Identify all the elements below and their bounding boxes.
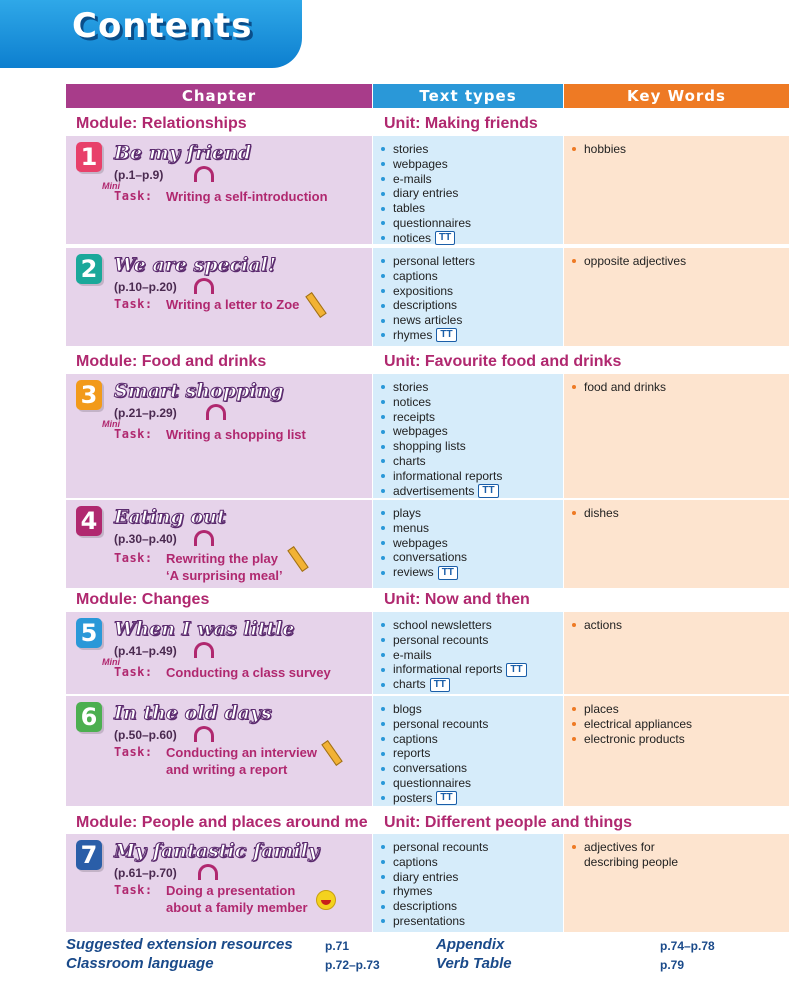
text-types-list bbox=[373, 834, 563, 929]
footer-classroom[interactable]: Classroom language bbox=[66, 955, 214, 972]
text-type-label: e-mails bbox=[393, 647, 432, 662]
bullet-icon bbox=[572, 385, 576, 389]
text-type-label: notices bbox=[393, 394, 432, 409]
key-words-cell bbox=[564, 500, 789, 590]
chapter-number: 2 bbox=[76, 254, 102, 284]
text-type-item bbox=[381, 298, 563, 313]
key-words-list bbox=[564, 696, 789, 746]
text-type-label: charts bbox=[393, 677, 426, 692]
text-type-label: stories bbox=[393, 142, 429, 156]
bullet-icon bbox=[381, 752, 385, 756]
text-type-item bbox=[381, 328, 563, 343]
headphones-icon bbox=[194, 726, 214, 742]
bullet-icon bbox=[381, 571, 385, 575]
task-text: Writing a letter to Zoe bbox=[166, 297, 300, 312]
task-label: Task: bbox=[114, 189, 153, 203]
chapter-pages: (p.61–p.70) bbox=[114, 866, 177, 880]
chapter-pages: (p.50–p.60) bbox=[114, 728, 177, 742]
text-type-item bbox=[381, 855, 563, 870]
bullet-icon bbox=[381, 767, 385, 771]
tt-badge[interactable]: TT bbox=[436, 791, 456, 805]
bullet-icon bbox=[381, 638, 385, 642]
bullet-icon bbox=[572, 147, 576, 151]
text-type-item bbox=[381, 870, 563, 885]
key-words-cell bbox=[564, 248, 789, 348]
chapter-title: We are special! bbox=[114, 254, 277, 276]
text-types-list bbox=[373, 248, 563, 343]
key-word-label: opposite adjectives bbox=[584, 254, 687, 268]
tt-badge[interactable]: TT bbox=[506, 663, 526, 677]
chapter-cell[interactable] bbox=[66, 374, 372, 500]
chapter-title: Smart shopping bbox=[114, 380, 284, 402]
text-type-label: diary entries bbox=[393, 186, 459, 201]
bullet-icon bbox=[381, 177, 385, 181]
key-words-list bbox=[564, 374, 789, 395]
text-type-label: school newsletters bbox=[393, 618, 492, 632]
key-word-item-cont bbox=[572, 855, 789, 870]
text-types-list bbox=[373, 136, 563, 246]
key-word-label: describing people bbox=[584, 854, 679, 869]
chapter-cell[interactable] bbox=[66, 136, 372, 246]
key-words-list bbox=[564, 136, 789, 157]
text-type-label: questionnaires bbox=[393, 215, 472, 230]
bullet-icon bbox=[381, 845, 385, 849]
bullet-icon bbox=[381, 474, 385, 478]
chapter-title: Eating out bbox=[114, 506, 226, 528]
text-type-label: captions bbox=[393, 268, 438, 283]
text-type-label: e-mails bbox=[393, 171, 432, 186]
text-type-item bbox=[381, 484, 563, 499]
text-type-item bbox=[381, 454, 563, 469]
mini-label: Mini bbox=[102, 181, 120, 191]
chapter-pages: (p.10–p.20) bbox=[114, 280, 177, 294]
key-words-list bbox=[564, 612, 789, 633]
bullet-icon bbox=[381, 737, 385, 741]
text-type-label: informational reports bbox=[393, 468, 503, 483]
module-title: Module: Changes bbox=[76, 591, 210, 608]
text-type-label: presentations bbox=[393, 913, 466, 928]
task-text: Conducting an interview bbox=[166, 745, 317, 760]
key-word-item bbox=[572, 506, 789, 521]
text-type-item bbox=[381, 439, 563, 454]
bullet-icon bbox=[381, 162, 385, 166]
text-type-item bbox=[381, 746, 563, 761]
headphones-icon bbox=[206, 404, 226, 420]
text-type-label: personal recounts bbox=[393, 840, 489, 854]
text-type-label: conversations bbox=[393, 761, 468, 776]
footer-verb-pages: p.79 bbox=[660, 958, 685, 972]
bullet-icon bbox=[381, 556, 385, 560]
text-type-item bbox=[381, 840, 563, 855]
text-type-item bbox=[381, 791, 563, 806]
text-type-item bbox=[381, 550, 563, 565]
text-type-item bbox=[381, 254, 563, 269]
pencil-icon bbox=[305, 292, 326, 318]
bullet-icon bbox=[381, 236, 385, 240]
chapter-cell[interactable] bbox=[66, 500, 372, 590]
bullet-icon bbox=[381, 781, 385, 785]
bullet-icon bbox=[381, 707, 385, 711]
chapter-number: 4 bbox=[76, 506, 102, 536]
task-text: Writing a shopping list bbox=[166, 427, 306, 442]
text-type-item bbox=[381, 172, 563, 187]
bullet-icon bbox=[381, 890, 385, 894]
key-words-cell bbox=[564, 834, 789, 934]
page-title: Contents bbox=[72, 6, 253, 46]
key-word-label: hobbies bbox=[584, 142, 627, 156]
task-label: Task: bbox=[114, 665, 153, 679]
task-text: Rewriting the play bbox=[166, 551, 278, 566]
text-type-item bbox=[381, 662, 563, 677]
header-chapter: Chapter bbox=[66, 84, 372, 108]
text-type-label: reviews bbox=[393, 565, 434, 580]
text-types-cell bbox=[373, 500, 563, 590]
bullet-icon bbox=[381, 385, 385, 389]
task-text: Doing a presentation bbox=[166, 883, 296, 898]
tt-badge[interactable]: TT bbox=[478, 484, 498, 498]
headphones-icon bbox=[198, 864, 218, 880]
text-type-label: notices bbox=[393, 230, 432, 245]
key-words-list bbox=[564, 248, 789, 269]
text-type-item bbox=[381, 884, 563, 899]
bullet-icon bbox=[381, 147, 385, 151]
text-type-item bbox=[381, 142, 563, 157]
bullet-icon bbox=[572, 737, 576, 741]
text-type-label: personal recounts bbox=[393, 716, 489, 731]
bullet-icon bbox=[381, 415, 385, 419]
tt-badge[interactable]: TT bbox=[435, 231, 455, 245]
text-type-label: diary entries bbox=[393, 869, 459, 884]
bullet-icon bbox=[381, 274, 385, 278]
footer-appendix[interactable]: Appendix bbox=[436, 936, 505, 953]
text-types-cell bbox=[373, 834, 563, 934]
key-word-label: places bbox=[584, 702, 619, 716]
key-word-item bbox=[572, 702, 789, 717]
text-type-item bbox=[381, 395, 563, 410]
text-type-label: rhymes bbox=[393, 884, 433, 899]
key-word-item bbox=[572, 254, 789, 269]
tt-badge[interactable]: TT bbox=[430, 678, 450, 692]
text-type-item bbox=[381, 536, 563, 551]
key-words-cell bbox=[564, 696, 789, 808]
header-text-types: Text types bbox=[373, 84, 563, 108]
text-type-item bbox=[381, 732, 563, 747]
text-type-label: tables bbox=[393, 201, 426, 216]
pencil-icon bbox=[287, 546, 308, 572]
text-type-label: captions bbox=[393, 731, 438, 746]
unit-title: Unit: Now and then bbox=[384, 591, 530, 608]
bullet-icon bbox=[381, 430, 385, 434]
text-type-label: personal recounts bbox=[393, 632, 489, 647]
text-type-label: expositions bbox=[393, 283, 454, 298]
headphones-icon bbox=[194, 530, 214, 546]
key-words-cell bbox=[564, 136, 789, 246]
key-word-label: electrical appliances bbox=[584, 716, 693, 731]
bullet-icon bbox=[381, 400, 385, 404]
bullet-icon bbox=[381, 333, 385, 337]
text-type-label: menus bbox=[393, 520, 430, 535]
mini-label: Mini bbox=[102, 419, 120, 429]
chapter-number: 1 bbox=[76, 142, 102, 172]
key-word-label: adjectives for bbox=[584, 840, 655, 854]
footer-verb-table[interactable]: Verb Table bbox=[436, 955, 512, 972]
text-type-item bbox=[381, 216, 563, 231]
bullet-icon bbox=[381, 289, 385, 293]
bullet-icon bbox=[572, 707, 576, 711]
bullet-icon bbox=[381, 683, 385, 687]
bullet-icon bbox=[381, 526, 385, 530]
text-types-cell bbox=[373, 374, 563, 500]
task-label: Task: bbox=[114, 551, 153, 565]
text-type-label: posters bbox=[393, 790, 433, 805]
bullet-icon bbox=[381, 207, 385, 211]
text-type-item bbox=[381, 410, 563, 425]
chapter-title: In the old days bbox=[114, 702, 272, 724]
text-type-item bbox=[381, 677, 563, 692]
key-words-list bbox=[564, 834, 789, 870]
bullet-icon bbox=[381, 796, 385, 800]
unit-title: Unit: Making friends bbox=[384, 115, 538, 132]
text-types-list bbox=[373, 374, 563, 498]
headphones-icon bbox=[194, 278, 214, 294]
text-type-label: charts bbox=[393, 453, 426, 468]
text-type-item bbox=[381, 157, 563, 172]
module-title: Module: Relationships bbox=[76, 115, 247, 132]
task-label: Task: bbox=[114, 427, 153, 441]
text-type-item bbox=[381, 565, 563, 580]
task-text: Conducting a class survey bbox=[166, 665, 331, 680]
bullet-icon bbox=[381, 192, 385, 196]
key-word-item bbox=[572, 840, 789, 855]
text-type-label: rhymes bbox=[393, 327, 433, 342]
key-word-item bbox=[572, 380, 789, 395]
chapter-cell[interactable] bbox=[66, 612, 372, 696]
bullet-icon bbox=[381, 489, 385, 493]
text-types-list bbox=[373, 612, 563, 692]
tt-badge[interactable]: TT bbox=[436, 328, 456, 342]
text-type-label: advertisements bbox=[393, 483, 475, 498]
key-words-list bbox=[564, 500, 789, 521]
chapter-title: Be my friend bbox=[114, 142, 252, 164]
headphones-icon bbox=[194, 166, 214, 182]
chapter-cell[interactable] bbox=[66, 248, 372, 348]
text-type-label: webpages bbox=[393, 535, 448, 550]
chapter-pages: (p.21–p.29) bbox=[114, 406, 177, 420]
text-type-item bbox=[381, 776, 563, 791]
text-type-label: plays bbox=[393, 506, 422, 520]
text-types-cell bbox=[373, 248, 563, 348]
bullet-icon bbox=[381, 875, 385, 879]
key-word-label: actions bbox=[584, 618, 623, 632]
key-word-item bbox=[572, 142, 789, 157]
task-label: Task: bbox=[114, 297, 153, 311]
text-type-item bbox=[381, 633, 563, 648]
chapter-number: 3 bbox=[76, 380, 102, 410]
chapter-title: My fantastic family bbox=[114, 840, 320, 862]
text-type-label: shopping lists bbox=[393, 439, 466, 454]
key-word-label: dishes bbox=[584, 506, 619, 520]
bullet-icon bbox=[381, 919, 385, 923]
chapter-number: 7 bbox=[76, 840, 102, 870]
bullet-icon bbox=[381, 319, 385, 323]
task-text-line2: ‘A surprising meal’ bbox=[166, 568, 283, 583]
pencil-icon bbox=[321, 740, 342, 766]
text-type-item bbox=[381, 424, 563, 439]
text-type-item bbox=[381, 186, 563, 201]
bullet-icon bbox=[381, 541, 385, 545]
task-label: Task: bbox=[114, 745, 153, 759]
bullet-icon bbox=[381, 511, 385, 515]
text-type-item bbox=[381, 899, 563, 914]
text-type-label: conversations bbox=[393, 550, 468, 565]
bullet-icon bbox=[381, 459, 385, 463]
headphones-icon bbox=[194, 642, 214, 658]
bullet-icon bbox=[381, 259, 385, 263]
text-types-list bbox=[373, 696, 563, 806]
text-type-item bbox=[381, 618, 563, 633]
module-title: Module: People and places around me bbox=[76, 814, 368, 831]
bullet-icon bbox=[572, 259, 576, 263]
text-type-label: captions bbox=[393, 854, 438, 869]
text-type-label: questionnaires bbox=[393, 775, 472, 790]
chapter-pages: (p.1–p.9) bbox=[114, 168, 164, 182]
task-text: Writing a self-introduction bbox=[166, 189, 328, 204]
chapter-cell[interactable] bbox=[66, 834, 372, 934]
text-type-label: blogs bbox=[393, 702, 422, 716]
text-type-item bbox=[381, 284, 563, 299]
text-type-label: descriptions bbox=[393, 298, 458, 313]
text-type-item bbox=[381, 914, 563, 929]
text-type-label: descriptions bbox=[393, 899, 458, 914]
text-types-cell bbox=[373, 696, 563, 808]
presentation-smiley-icon bbox=[316, 890, 336, 910]
text-type-label: informational reports bbox=[393, 662, 503, 677]
text-type-label: news articles bbox=[393, 313, 463, 328]
key-words-cell bbox=[564, 612, 789, 696]
unit-title: Unit: Favourite food and drinks bbox=[384, 353, 622, 370]
text-type-label: personal letters bbox=[393, 254, 476, 268]
bullet-icon bbox=[381, 722, 385, 726]
text-types-cell bbox=[373, 136, 563, 246]
bullet-icon bbox=[381, 445, 385, 449]
task-label: Task: bbox=[114, 883, 153, 897]
task-text-line2: about a family member bbox=[166, 900, 308, 915]
text-types-cell bbox=[373, 612, 563, 696]
bullet-icon bbox=[572, 845, 576, 849]
mini-label: Mini bbox=[102, 657, 120, 667]
text-type-item bbox=[381, 201, 563, 216]
bullet-icon bbox=[381, 653, 385, 657]
key-word-label: food and drinks bbox=[584, 380, 667, 394]
bullet-icon bbox=[381, 668, 385, 672]
task-text-line2: and writing a report bbox=[166, 762, 288, 777]
text-type-label: reports bbox=[393, 746, 431, 761]
bullet-icon bbox=[572, 722, 576, 726]
footer-suggested[interactable]: Suggested extension resources bbox=[66, 936, 293, 953]
text-type-item bbox=[381, 506, 563, 521]
text-type-item bbox=[381, 269, 563, 284]
bullet-icon bbox=[381, 304, 385, 308]
header-key-words: Key Words bbox=[564, 84, 789, 108]
chapter-pages: (p.41–p.49) bbox=[114, 644, 177, 658]
text-type-item bbox=[381, 648, 563, 663]
text-type-item bbox=[381, 380, 563, 395]
bullet-icon bbox=[381, 221, 385, 225]
text-type-item bbox=[381, 521, 563, 536]
bullet-icon bbox=[572, 623, 576, 627]
unit-title: Unit: Different people and things bbox=[384, 814, 632, 831]
chapter-title: When I was little bbox=[114, 618, 295, 640]
chapter-cell[interactable] bbox=[66, 696, 372, 808]
text-type-item bbox=[381, 702, 563, 717]
bullet-icon bbox=[572, 511, 576, 515]
text-type-item bbox=[381, 717, 563, 732]
footer-classroom-pages: p.72–p.73 bbox=[325, 958, 380, 972]
tt-badge[interactable]: TT bbox=[438, 566, 458, 580]
text-types-list bbox=[373, 500, 563, 580]
bullet-icon bbox=[381, 905, 385, 909]
chapter-number: 6 bbox=[76, 702, 102, 732]
key-word-item bbox=[572, 618, 789, 633]
chapter-number: 5 bbox=[76, 618, 102, 648]
text-type-item bbox=[381, 231, 563, 246]
text-type-item bbox=[381, 761, 563, 776]
text-type-label: webpages bbox=[393, 424, 448, 439]
text-type-label: webpages bbox=[393, 156, 448, 171]
module-title: Module: Food and drinks bbox=[76, 353, 267, 370]
key-word-item bbox=[572, 717, 789, 732]
footer-appendix-pages: p.74–p.78 bbox=[660, 939, 715, 953]
text-type-label: receipts bbox=[393, 409, 436, 424]
footer-suggested-pages: p.71 bbox=[325, 939, 350, 953]
key-word-label: electronic products bbox=[584, 731, 685, 746]
text-type-item bbox=[381, 469, 563, 484]
chapter-pages: (p.30–p.40) bbox=[114, 532, 177, 546]
bullet-icon bbox=[381, 623, 385, 627]
key-words-cell bbox=[564, 374, 789, 500]
bullet-icon bbox=[381, 860, 385, 864]
text-type-item bbox=[381, 313, 563, 328]
text-type-label: stories bbox=[393, 380, 429, 394]
key-word-item bbox=[572, 732, 789, 747]
